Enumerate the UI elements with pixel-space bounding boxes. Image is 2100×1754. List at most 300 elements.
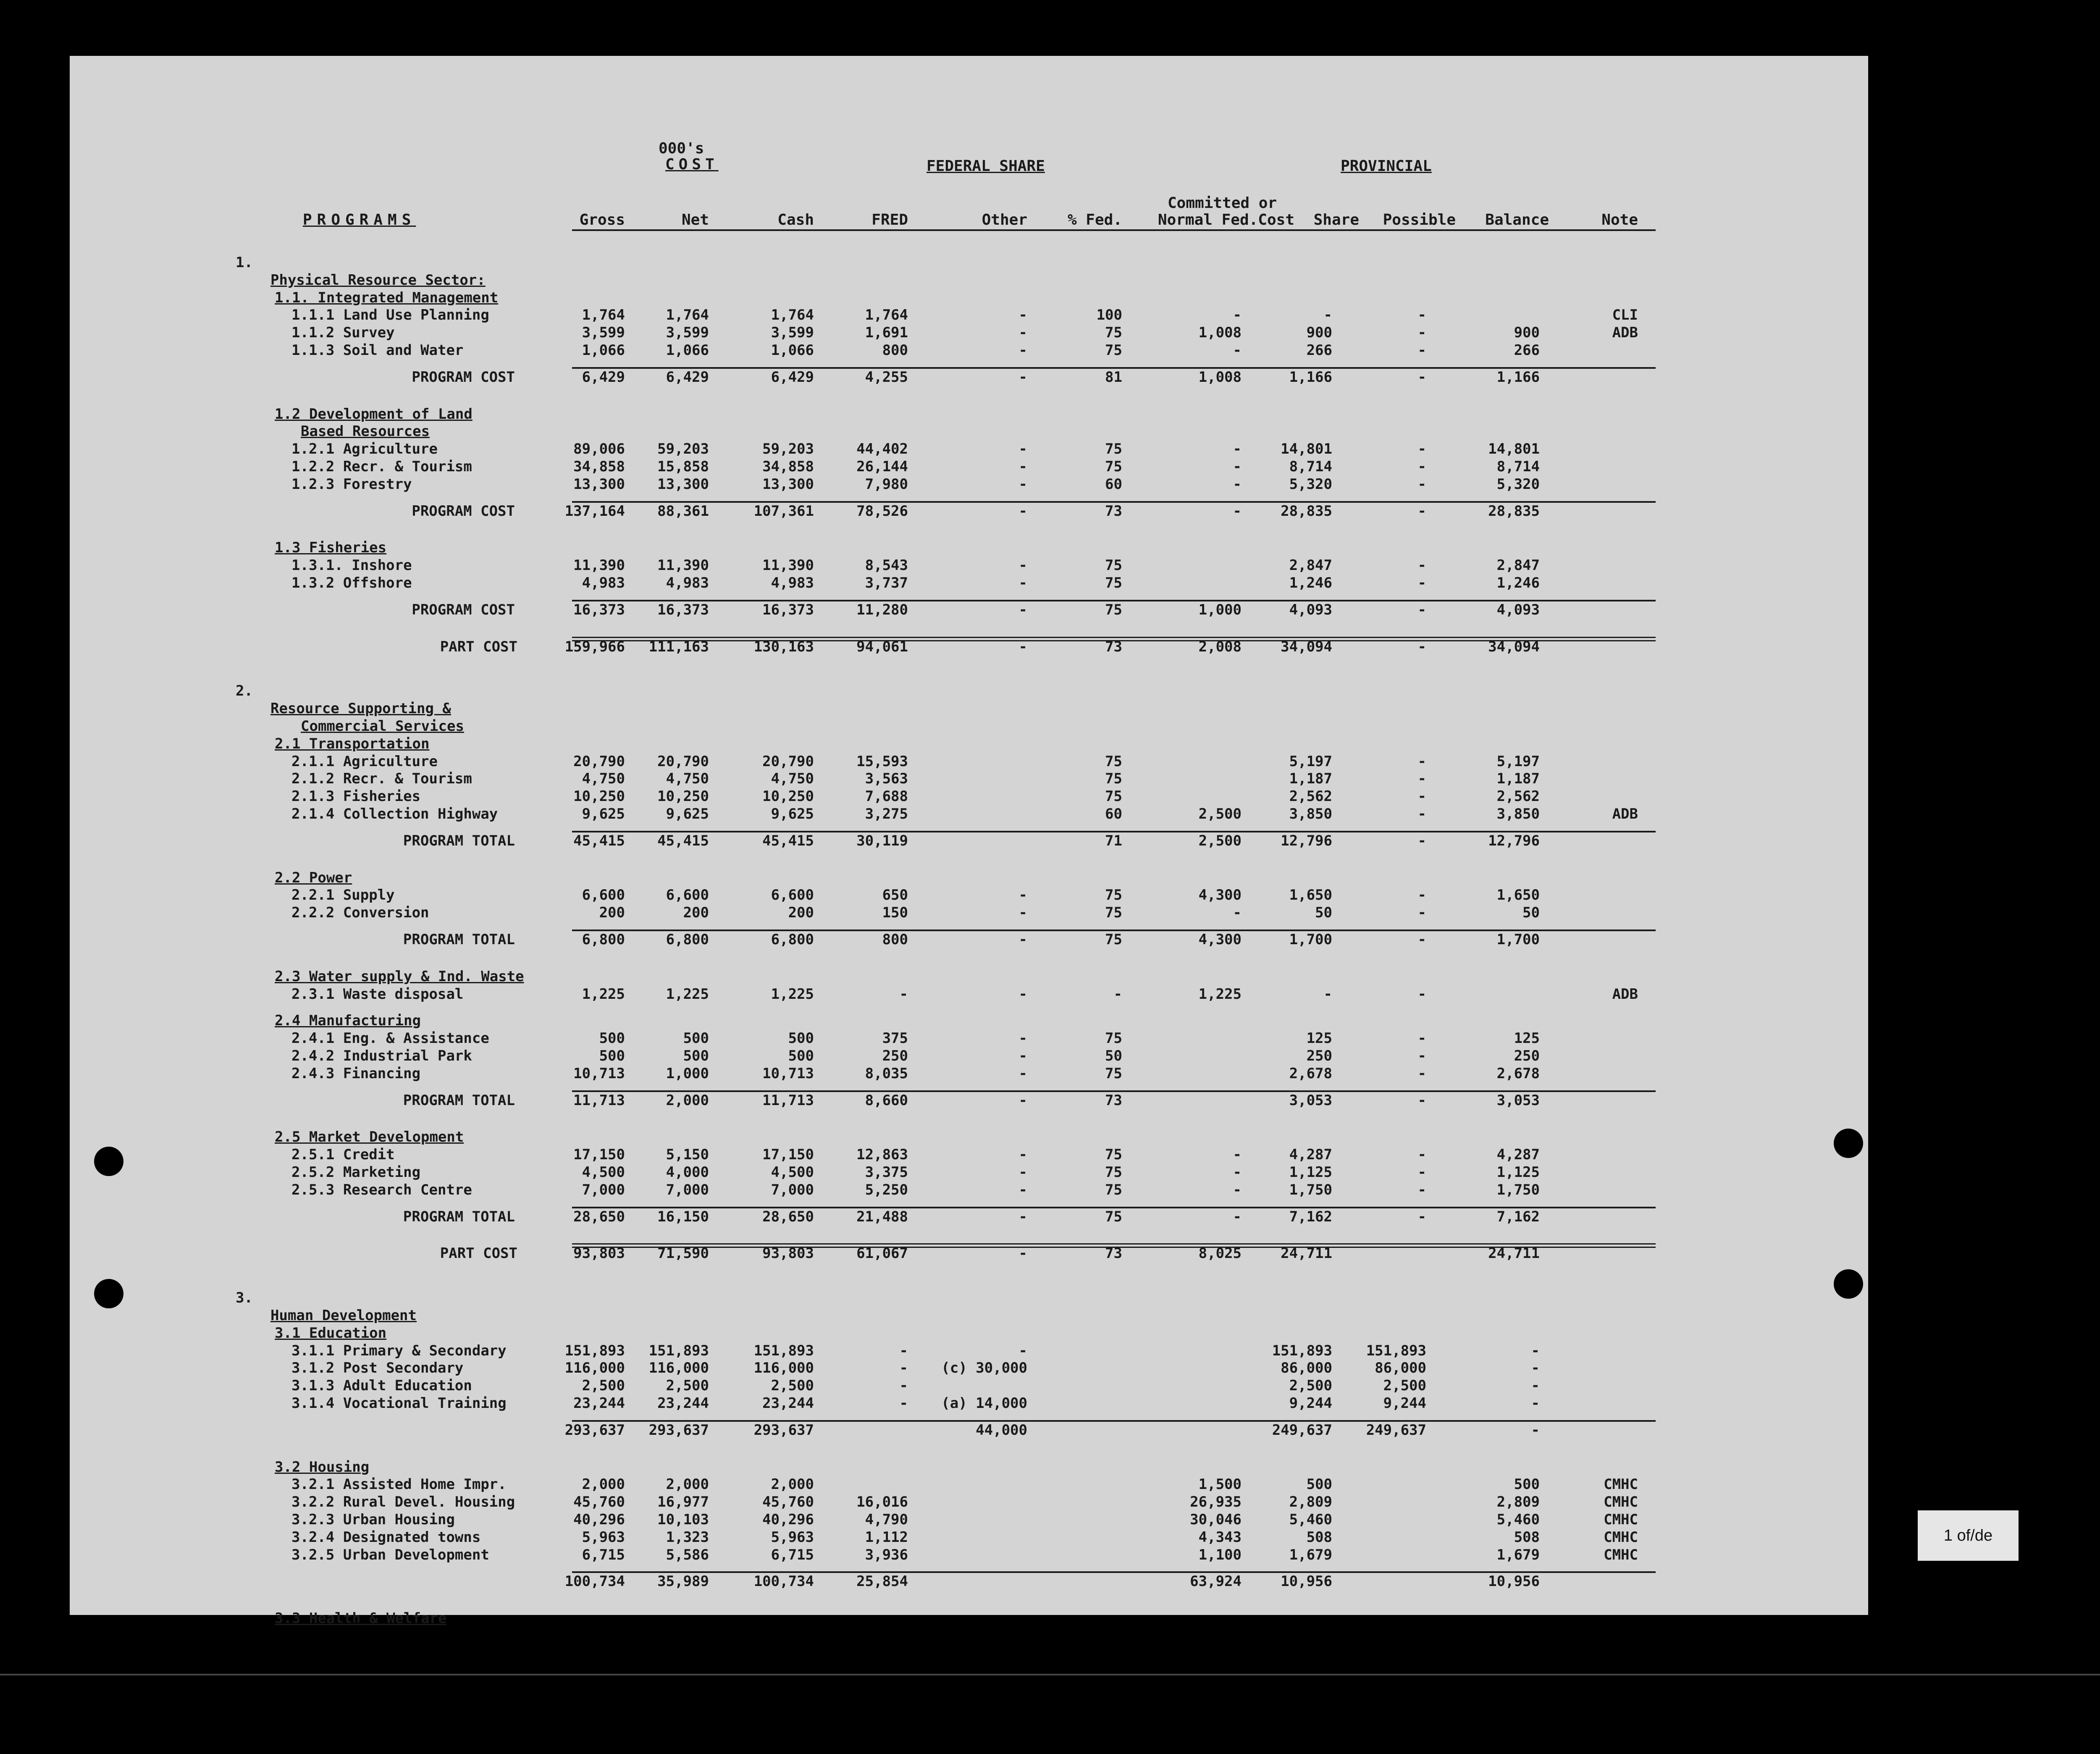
table-cell: 125 bbox=[1514, 1030, 1540, 1047]
table-cell: 11,390 bbox=[573, 557, 625, 574]
table-cell: 61,067 bbox=[856, 1245, 908, 1262]
total-rule bbox=[572, 1090, 1656, 1092]
table-cell: 14,801 bbox=[1488, 441, 1540, 457]
table-cell: - bbox=[1018, 1065, 1027, 1082]
table-cell: - bbox=[1018, 557, 1027, 574]
table-cell: - bbox=[1018, 601, 1027, 618]
table-cell: 9,244 bbox=[1383, 1395, 1426, 1412]
total-label: PROGRAM TOTAL bbox=[403, 1092, 515, 1109]
table-cell: 10,103 bbox=[657, 1511, 709, 1528]
section-heading: 2.4 Manufacturing bbox=[275, 1012, 421, 1029]
table-cell: 9,244 bbox=[1289, 1395, 1332, 1412]
table-cell: - bbox=[1418, 832, 1426, 849]
table-cell: 800 bbox=[882, 342, 908, 359]
total-rule bbox=[572, 831, 1656, 832]
table-cell: 20,790 bbox=[573, 753, 625, 770]
table-cell: 59,203 bbox=[657, 441, 709, 457]
total-rule bbox=[572, 1571, 1656, 1573]
table-cell: 2,500 bbox=[1198, 832, 1242, 849]
table-cell: - bbox=[1018, 476, 1027, 493]
table-cell: 4,500 bbox=[582, 1164, 625, 1181]
program-item-label: 1.2.1 Agriculture bbox=[291, 441, 438, 457]
table-cell: 2,000 bbox=[582, 1476, 625, 1493]
program-item-label: 2.1.2 Recr. & Tourism bbox=[291, 770, 472, 787]
program-item-label: 1.2.2 Recr. & Tourism bbox=[291, 458, 472, 475]
table-cell: 34,094 bbox=[1281, 638, 1332, 655]
table-cell: 1,700 bbox=[1289, 931, 1332, 948]
table-cell: - bbox=[1418, 1092, 1426, 1109]
table-cell: 75 bbox=[1105, 601, 1122, 618]
table-cell: 4,983 bbox=[666, 575, 709, 591]
section-heading: 2.5 Market Development bbox=[275, 1129, 464, 1145]
document-sheet bbox=[70, 56, 1868, 1627]
table-cell: 4,093 bbox=[1289, 601, 1332, 618]
table-cell: 1,764 bbox=[771, 307, 814, 323]
part-number: 3. bbox=[236, 1289, 253, 1306]
table-cell: - bbox=[1418, 1146, 1426, 1163]
table-cell: CMHC bbox=[1604, 1547, 1638, 1563]
table-cell: 25,854 bbox=[856, 1573, 908, 1590]
table-cell: 23,244 bbox=[657, 1395, 709, 1412]
total-rule bbox=[572, 367, 1656, 369]
table-cell: 200 bbox=[599, 904, 625, 921]
table-cell: 375 bbox=[882, 1030, 908, 1047]
table-cell: - bbox=[1531, 1422, 1540, 1439]
program-item-label: 1.3.2 Offshore bbox=[291, 575, 412, 591]
table-cell: 20,790 bbox=[657, 753, 709, 770]
table-cell: 75 bbox=[1105, 1164, 1122, 1181]
table-cell: 28,835 bbox=[1488, 503, 1540, 520]
table-cell: 6,715 bbox=[771, 1547, 814, 1563]
program-item-label: 2.1.3 Fisheries bbox=[291, 788, 421, 805]
section-heading: 1.1. Integrated Management bbox=[275, 289, 499, 306]
program-item-label: 2.3.1 Waste disposal bbox=[291, 986, 464, 1003]
table-cell: 60 bbox=[1105, 806, 1122, 822]
table-cell: 3,599 bbox=[771, 324, 814, 341]
table-cell: 500 bbox=[683, 1030, 709, 1047]
table-cell: - bbox=[1418, 342, 1426, 359]
table-cell: - bbox=[1018, 342, 1027, 359]
total-label: PART COST bbox=[440, 1245, 517, 1262]
section-heading: Physical Resource Sector: bbox=[270, 272, 486, 289]
table-cell: - bbox=[1018, 307, 1027, 323]
table-cell: 75 bbox=[1105, 770, 1122, 787]
table-cell: 3,599 bbox=[582, 324, 625, 341]
table-cell: 75 bbox=[1105, 1146, 1122, 1163]
table-cell: 1,100 bbox=[1198, 1547, 1242, 1563]
table-cell: 75 bbox=[1105, 458, 1122, 475]
table-cell: ADB bbox=[1612, 986, 1638, 1003]
table-cell: - bbox=[1418, 1164, 1426, 1181]
table-cell: 17,150 bbox=[762, 1146, 814, 1163]
total-label: PROGRAM TOTAL bbox=[403, 931, 515, 948]
program-item-label: 1.1.3 Soil and Water bbox=[291, 342, 464, 359]
table-cell: 1,125 bbox=[1496, 1164, 1540, 1181]
program-item-label: 2.5.2 Marketing bbox=[291, 1164, 421, 1181]
table-cell: 4,255 bbox=[865, 369, 908, 386]
table-cell: 116,000 bbox=[564, 1360, 625, 1376]
column-header: FRED bbox=[872, 211, 908, 228]
table-cell: 4,983 bbox=[582, 575, 625, 591]
table-cell: 45,415 bbox=[762, 832, 814, 849]
section-heading: 3.2 Housing bbox=[275, 1459, 370, 1476]
table-cell: 2,500 bbox=[1383, 1377, 1426, 1394]
table-cell: 40,296 bbox=[762, 1511, 814, 1528]
table-cell: 500 bbox=[599, 1030, 625, 1047]
table-cell: 6,429 bbox=[771, 369, 814, 386]
table-cell: - bbox=[1018, 1092, 1027, 1109]
table-cell: 78,526 bbox=[856, 503, 908, 520]
table-cell: 200 bbox=[788, 904, 814, 921]
table-cell: 16,373 bbox=[762, 601, 814, 618]
table-cell: - bbox=[1418, 1065, 1426, 1082]
table-cell: 159,966 bbox=[564, 638, 625, 655]
table-cell: - bbox=[1418, 986, 1426, 1003]
program-item-label: 3.2.2 Rural Devel. Housing bbox=[291, 1494, 515, 1510]
table-cell: 5,963 bbox=[582, 1529, 625, 1546]
total-label: PROGRAM COST bbox=[412, 369, 515, 386]
table-cell: 4,790 bbox=[865, 1511, 908, 1528]
table-cell: 500 bbox=[599, 1048, 625, 1064]
table-cell: 30,046 bbox=[1190, 1511, 1242, 1528]
table-cell: 100 bbox=[1096, 307, 1122, 323]
table-cell: 6,715 bbox=[582, 1547, 625, 1563]
table-cell: 11,390 bbox=[762, 557, 814, 574]
table-cell: 266 bbox=[1306, 342, 1332, 359]
table-cell: 2,562 bbox=[1496, 788, 1540, 805]
table-cell: 800 bbox=[882, 931, 908, 948]
total-rule bbox=[572, 1207, 1656, 1208]
punch-hole bbox=[1834, 1269, 1863, 1299]
table-cell: CMHC bbox=[1604, 1494, 1638, 1510]
table-cell: 7,000 bbox=[666, 1182, 709, 1198]
table-cell: 8,025 bbox=[1198, 1245, 1242, 1262]
table-cell: 10,250 bbox=[657, 788, 709, 805]
table-cell: 4,093 bbox=[1496, 601, 1540, 618]
table-cell: - bbox=[1418, 1182, 1426, 1198]
table-cell: 2,500 bbox=[666, 1377, 709, 1394]
units-label: 000's bbox=[659, 140, 704, 157]
programs-heading: PROGRAMS bbox=[303, 211, 416, 228]
table-cell: (c) 30,000 bbox=[941, 1360, 1027, 1376]
section-heading: Resource Supporting & bbox=[270, 700, 451, 717]
table-cell: - bbox=[1418, 770, 1426, 787]
table-cell: 250 bbox=[1514, 1048, 1540, 1064]
table-cell: 1,225 bbox=[771, 986, 814, 1003]
table-cell: CMHC bbox=[1604, 1476, 1638, 1493]
table-cell: 71,590 bbox=[657, 1245, 709, 1262]
program-item-label: 1.1.1 Land Use Planning bbox=[291, 307, 489, 323]
table-cell: 9,625 bbox=[666, 806, 709, 822]
total-rule bbox=[572, 600, 1656, 601]
total-rule bbox=[572, 1243, 1656, 1245]
program-item-label: 2.4.3 Financing bbox=[291, 1065, 421, 1082]
table-cell: 10,250 bbox=[762, 788, 814, 805]
table-cell: ADB bbox=[1612, 806, 1638, 822]
table-cell: 1,691 bbox=[865, 324, 908, 341]
table-cell: 60 bbox=[1105, 476, 1122, 493]
table-cell: - bbox=[1418, 307, 1426, 323]
table-cell: 249,637 bbox=[1366, 1422, 1426, 1439]
program-item-label: 2.2.2 Conversion bbox=[291, 904, 429, 921]
table-cell: 26,935 bbox=[1190, 1494, 1242, 1510]
table-cell: - bbox=[1018, 441, 1027, 457]
table-cell: 16,373 bbox=[573, 601, 625, 618]
table-cell: 5,197 bbox=[1289, 753, 1332, 770]
table-cell: 75 bbox=[1105, 753, 1122, 770]
table-cell: 75 bbox=[1105, 324, 1122, 341]
program-item-label: 3.2.1 Assisted Home Impr. bbox=[291, 1476, 507, 1493]
table-cell: 1,000 bbox=[1198, 601, 1242, 618]
table-cell: - bbox=[1018, 986, 1027, 1003]
table-cell: - bbox=[1531, 1377, 1540, 1394]
table-cell: 508 bbox=[1514, 1529, 1540, 1546]
table-cell: 1,679 bbox=[1289, 1547, 1332, 1563]
table-cell: 21,488 bbox=[856, 1208, 908, 1225]
table-cell: 93,803 bbox=[573, 1245, 625, 1262]
program-item-label: 2.2.1 Supply bbox=[291, 887, 395, 903]
table-cell: 4,287 bbox=[1496, 1146, 1540, 1163]
punch-hole bbox=[1834, 1129, 1863, 1158]
table-cell: 3,850 bbox=[1289, 806, 1332, 822]
table-cell: 500 bbox=[788, 1030, 814, 1047]
total-label: PROGRAM COST bbox=[412, 601, 515, 618]
table-cell: 71 bbox=[1105, 832, 1122, 849]
table-cell: - bbox=[1018, 575, 1027, 591]
table-cell: 40,296 bbox=[573, 1511, 625, 1528]
table-cell: 4,287 bbox=[1289, 1146, 1332, 1163]
table-cell: 6,600 bbox=[666, 887, 709, 903]
table-cell: - bbox=[1418, 1030, 1426, 1047]
table-cell: 293,637 bbox=[564, 1422, 625, 1439]
table-cell: 151,893 bbox=[648, 1342, 709, 1359]
table-cell: 8,714 bbox=[1289, 458, 1332, 475]
table-cell: 6,600 bbox=[771, 887, 814, 903]
table-cell: 5,197 bbox=[1496, 753, 1540, 770]
table-cell: 34,858 bbox=[573, 458, 625, 475]
table-cell: - bbox=[1018, 931, 1027, 948]
table-cell: 15,593 bbox=[856, 753, 908, 770]
column-header: Note bbox=[1601, 211, 1638, 228]
table-cell: - bbox=[1018, 1030, 1027, 1047]
frame-count-tag: 1 of/de bbox=[1918, 1510, 2019, 1561]
table-cell: - bbox=[1018, 1182, 1027, 1198]
table-cell: - bbox=[1418, 324, 1426, 341]
table-cell: ADB bbox=[1612, 324, 1638, 341]
table-cell: 75 bbox=[1105, 788, 1122, 805]
table-cell: 7,000 bbox=[582, 1182, 625, 1198]
table-cell: - bbox=[1233, 458, 1242, 475]
table-cell: 86,000 bbox=[1281, 1360, 1332, 1376]
table-cell: 151,893 bbox=[1366, 1342, 1426, 1359]
table-cell: 1,764 bbox=[865, 307, 908, 323]
table-cell: 500 bbox=[1306, 1476, 1332, 1493]
table-cell: 75 bbox=[1105, 931, 1122, 948]
table-cell: 2,809 bbox=[1289, 1494, 1332, 1510]
table-cell: 20,790 bbox=[762, 753, 814, 770]
table-cell: 3,275 bbox=[865, 806, 908, 822]
table-cell: 2,500 bbox=[1198, 806, 1242, 822]
table-cell: 2,000 bbox=[771, 1476, 814, 1493]
table-cell: 1,008 bbox=[1198, 369, 1242, 386]
table-cell: - bbox=[1233, 1164, 1242, 1181]
section-heading: 2.1 Transportation bbox=[275, 735, 430, 752]
table-cell: - bbox=[1323, 986, 1332, 1003]
table-cell: - bbox=[1418, 1048, 1426, 1064]
table-cell: 1,000 bbox=[666, 1065, 709, 1082]
table-cell: 1,650 bbox=[1289, 887, 1332, 903]
table-cell: 35,989 bbox=[657, 1573, 709, 1590]
table-cell: 75 bbox=[1105, 1065, 1122, 1082]
table-cell: 293,637 bbox=[648, 1422, 709, 1439]
table-cell: 1,650 bbox=[1496, 887, 1540, 903]
table-cell: 10,713 bbox=[573, 1065, 625, 1082]
table-cell: 900 bbox=[1514, 324, 1540, 341]
table-cell: 3,053 bbox=[1496, 1092, 1540, 1109]
table-cell: 1,764 bbox=[666, 307, 709, 323]
section-heading: 2.2 Power bbox=[275, 869, 352, 886]
table-cell: 10,956 bbox=[1281, 1573, 1332, 1590]
table-cell: 24,711 bbox=[1488, 1245, 1540, 1262]
table-cell: 73 bbox=[1105, 638, 1122, 655]
provincial-heading: PROVINCIAL bbox=[1341, 158, 1432, 175]
total-label: PROGRAM TOTAL bbox=[403, 1208, 515, 1225]
table-cell: 73 bbox=[1105, 503, 1122, 520]
table-cell: - bbox=[1233, 503, 1242, 520]
table-cell: 2,500 bbox=[1289, 1377, 1332, 1394]
table-cell: - bbox=[1531, 1395, 1540, 1412]
table-cell: - bbox=[1233, 1208, 1242, 1225]
header-rule bbox=[572, 229, 1656, 231]
table-cell: 266 bbox=[1514, 342, 1540, 359]
section-heading: Based Resources bbox=[301, 423, 430, 440]
table-cell: 1,246 bbox=[1496, 575, 1540, 591]
table-cell: 100,734 bbox=[753, 1573, 814, 1590]
table-cell: - bbox=[1418, 503, 1426, 520]
table-cell: 2,562 bbox=[1289, 788, 1332, 805]
table-cell: 5,320 bbox=[1289, 476, 1332, 493]
table-cell: 10,250 bbox=[573, 788, 625, 805]
table-cell: - bbox=[1418, 441, 1426, 457]
table-cell: 16,150 bbox=[657, 1208, 709, 1225]
table-cell: 7,162 bbox=[1496, 1208, 1540, 1225]
table-cell: 5,150 bbox=[666, 1146, 709, 1163]
total-label: PROGRAM COST bbox=[412, 503, 515, 520]
table-cell: 50 bbox=[1522, 904, 1540, 921]
table-cell: 45,415 bbox=[657, 832, 709, 849]
table-cell: 1,066 bbox=[582, 342, 625, 359]
table-cell: 100,734 bbox=[564, 1573, 625, 1590]
table-cell: 5,460 bbox=[1289, 1511, 1332, 1528]
table-cell: 75 bbox=[1105, 575, 1122, 591]
table-cell: - bbox=[899, 1360, 908, 1376]
program-item-label: 1.3.1. Inshore bbox=[291, 557, 412, 574]
table-cell: 11,713 bbox=[573, 1092, 625, 1109]
table-cell: 11,280 bbox=[856, 601, 908, 618]
table-cell: 4,300 bbox=[1198, 931, 1242, 948]
column-header: Gross bbox=[579, 211, 625, 228]
program-item-label: 2.5.1 Credit bbox=[291, 1146, 395, 1163]
table-cell: - bbox=[1018, 1164, 1027, 1181]
punch-hole bbox=[94, 1147, 123, 1176]
table-cell: 3,737 bbox=[865, 575, 908, 591]
total-rule bbox=[572, 501, 1656, 503]
cost-heading: COST bbox=[665, 156, 719, 173]
column-header: Possible bbox=[1383, 211, 1456, 228]
table-cell: - bbox=[1418, 887, 1426, 903]
table-cell: 151,893 bbox=[1272, 1342, 1332, 1359]
table-cell: 900 bbox=[1306, 324, 1332, 341]
table-cell: 3,375 bbox=[865, 1164, 908, 1181]
table-cell: 6,800 bbox=[771, 931, 814, 948]
federal-share-heading: FEDERAL SHARE bbox=[927, 158, 1045, 175]
table-cell: 150 bbox=[882, 904, 908, 921]
table-cell: 3,850 bbox=[1496, 806, 1540, 822]
table-cell: 6,800 bbox=[666, 931, 709, 948]
table-cell: 1,764 bbox=[582, 307, 625, 323]
column-header: Balance bbox=[1485, 211, 1549, 228]
table-cell: 249,637 bbox=[1272, 1422, 1332, 1439]
section-heading: Commercial Services bbox=[301, 718, 464, 735]
table-cell: 28,650 bbox=[573, 1208, 625, 1225]
table-cell: - bbox=[1018, 1048, 1027, 1064]
table-cell: 23,244 bbox=[762, 1395, 814, 1412]
table-cell: 107,361 bbox=[753, 503, 814, 520]
table-cell: 13,300 bbox=[657, 476, 709, 493]
table-cell: 6,800 bbox=[582, 931, 625, 948]
table-cell: 1,225 bbox=[1198, 986, 1242, 1003]
table-cell: 111,163 bbox=[648, 638, 709, 655]
program-item-label: 2.1.1 Agriculture bbox=[291, 753, 438, 770]
table-cell: 500 bbox=[788, 1048, 814, 1064]
table-cell: 12,863 bbox=[856, 1146, 908, 1163]
table-cell: 30,119 bbox=[856, 832, 908, 849]
table-cell: 1,750 bbox=[1289, 1182, 1332, 1198]
table-cell: - bbox=[1233, 1146, 1242, 1163]
table-cell: 5,586 bbox=[666, 1547, 709, 1563]
table-cell: - bbox=[899, 1395, 908, 1412]
table-cell: 75 bbox=[1105, 1182, 1122, 1198]
table-cell: - bbox=[1323, 307, 1332, 323]
table-cell: 4,750 bbox=[771, 770, 814, 787]
table-cell: - bbox=[1018, 503, 1027, 520]
program-item-label: 3.1.1 Primary & Secondary bbox=[291, 1342, 507, 1359]
table-cell: 9,625 bbox=[582, 806, 625, 822]
table-cell: 2,809 bbox=[1496, 1494, 1540, 1510]
table-cell: 63,924 bbox=[1190, 1573, 1242, 1590]
table-cell: 13,300 bbox=[762, 476, 814, 493]
table-cell: 59,203 bbox=[762, 441, 814, 457]
table-cell: 73 bbox=[1105, 1245, 1122, 1262]
table-cell: - bbox=[1418, 458, 1426, 475]
table-cell: 250 bbox=[882, 1048, 908, 1064]
program-item-label: 2.1.4 Collection Highway bbox=[291, 806, 498, 822]
table-cell: 73 bbox=[1105, 1092, 1122, 1109]
table-cell: 2,000 bbox=[666, 1092, 709, 1109]
table-cell: - bbox=[1418, 931, 1426, 948]
table-cell: 650 bbox=[882, 887, 908, 903]
table-cell: 45,760 bbox=[762, 1494, 814, 1510]
table-cell: 44,000 bbox=[976, 1422, 1027, 1439]
table-cell: 3,936 bbox=[865, 1547, 908, 1563]
part-number: 2. bbox=[236, 683, 253, 699]
table-cell: - bbox=[1018, 904, 1027, 921]
table-cell: 2,678 bbox=[1496, 1065, 1540, 1082]
table-cell: 3,599 bbox=[666, 324, 709, 341]
section-heading: 2.3 Water supply & Ind. Waste bbox=[275, 968, 524, 985]
table-cell: 4,983 bbox=[771, 575, 814, 591]
table-cell: 125 bbox=[1306, 1030, 1332, 1047]
